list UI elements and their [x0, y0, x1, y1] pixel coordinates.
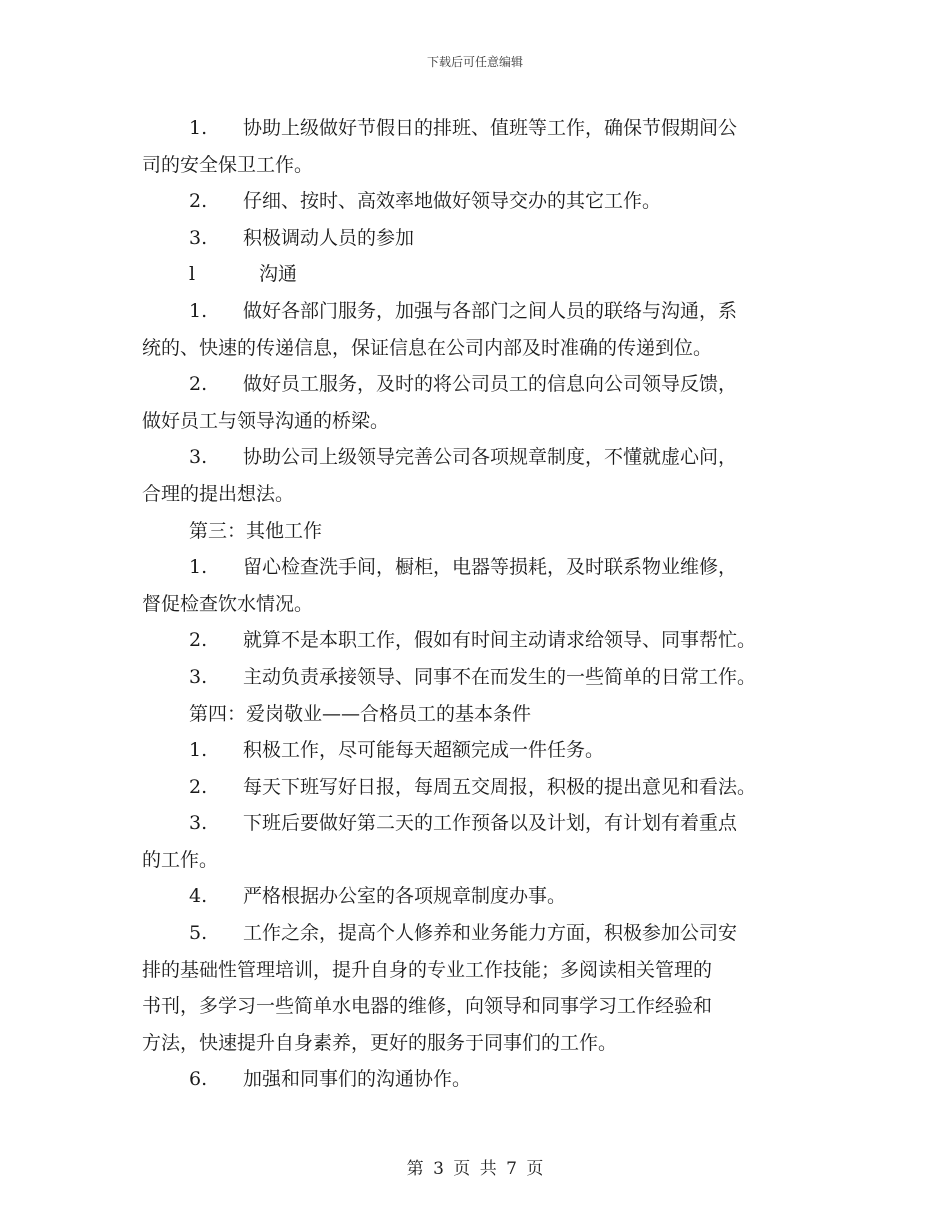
line-text: 留心检查洗手间，橱柜，电器等损耗，及时联系物业维修， [243, 556, 738, 579]
line-text: 做好员工服务，及时的将公司员工的信息向公司领导反馈， [243, 373, 738, 396]
text-line [142, 842, 832, 879]
list-number: 1. [189, 739, 208, 762]
line-text: 督促检查饮水情况。 [142, 592, 314, 615]
list-number: 5. [189, 922, 208, 945]
text-line [142, 878, 832, 915]
line-text: 合理的提出想法。 [142, 482, 295, 505]
text-line [142, 439, 832, 476]
line-text: 协助上级做好节假日的排班、值班等工作，确保节假期间公 [243, 117, 738, 139]
line-text: 排的基础性管理培训，提升自身的专业工作技能；多阅读相关管理的 [142, 958, 713, 981]
text-line [142, 952, 832, 989]
text-line [142, 659, 832, 696]
document-body [142, 110, 832, 1098]
line-text: 书刊，多学习一些简单水电器的维修，向领导和同事学习工作经验和 [142, 995, 713, 1018]
line-text: 统的、快速的传递信息，保证信息在公司内部及时准确的传递到位。 [142, 336, 713, 359]
text-line [142, 1025, 832, 1062]
list-number: 3. [189, 446, 208, 469]
list-number: 1. [189, 299, 208, 322]
list-number: l [189, 263, 196, 286]
line-text: 每天下班写好日报，每周五交周报，积极的提出意见和看法。 [243, 775, 757, 798]
text-line [142, 220, 832, 257]
text-line [142, 476, 832, 513]
text-line [142, 586, 832, 623]
text-line [142, 513, 832, 550]
line-text: 加强和同事们的沟通协作。 [243, 1068, 472, 1091]
list-number: 2. [189, 373, 208, 396]
line-text: 做好各部门服务，加强与各部门之间人员的联络与沟通，系 [243, 299, 738, 322]
text-line [142, 805, 832, 842]
list-number: 2. [189, 629, 208, 652]
line-text: 方法，快速提升自身素养，更好的服务于同事们的工作。 [142, 1031, 618, 1054]
line-text: 做好员工与领导沟通的桥梁。 [142, 409, 390, 432]
text-line [142, 256, 832, 293]
list-number: 1. [189, 117, 208, 139]
line-text: 的工作。 [142, 848, 219, 871]
list-number: 6. [189, 1068, 208, 1091]
line-text: 仔细、按时、高效率地做好领导交办的其它工作。 [243, 190, 662, 213]
line-text: 就算不是本职工作，假如有时间主动请求给领导、同事帮忙。 [243, 629, 757, 652]
text-line [142, 696, 832, 733]
text-line [142, 293, 832, 330]
list-number: 3. [189, 665, 208, 688]
text-line [142, 110, 832, 147]
line-text: 积极调动人员的参加 [243, 226, 415, 249]
text-line [142, 622, 832, 659]
text-line [142, 147, 832, 184]
list-number: 3. [189, 226, 208, 249]
text-line [142, 769, 832, 806]
line-text: 主动负责承接领导、同事不在而发生的一些简单的日常工作。 [243, 665, 757, 688]
line-text: 严格根据办公室的各项规章制度办事。 [243, 885, 567, 908]
line-text: 协助公司上级领导完善公司各项规章制度，不懂就虚心问， [243, 446, 738, 469]
text-line [142, 183, 832, 220]
line-text: 第四：爱岗敬业——合格员工的基本条件 [189, 702, 532, 725]
line-text: 司的安全保卫工作。 [142, 153, 314, 176]
list-number: 4. [189, 885, 208, 908]
text-line [142, 549, 832, 586]
list-number: 3. [189, 812, 208, 835]
list-number: 2. [189, 775, 208, 798]
line-text: 积极工作，尽可能每天超额完成一件任务。 [243, 739, 605, 762]
line-text: 工作之余，提高个人修养和业务能力方面，积极参加公司安 [243, 922, 738, 945]
line-text: 第三：其他工作 [189, 519, 323, 542]
text-line [142, 988, 832, 1025]
line-text: 沟通 [259, 263, 298, 286]
text-line [142, 732, 832, 769]
list-number: 2. [189, 190, 208, 213]
text-line [142, 1061, 832, 1098]
text-line [142, 366, 832, 403]
text-line [142, 915, 832, 952]
line-text: 下班后要做好第二天的工作预备以及计划，有计划有着重点 [243, 812, 738, 835]
text-line [142, 330, 832, 367]
page-footer: 第 3 页 共 7 页 [406, 1159, 544, 1179]
page-header: 下载后可任意编辑 [426, 55, 523, 69]
text-line [142, 403, 832, 440]
list-number: 1. [189, 556, 208, 579]
